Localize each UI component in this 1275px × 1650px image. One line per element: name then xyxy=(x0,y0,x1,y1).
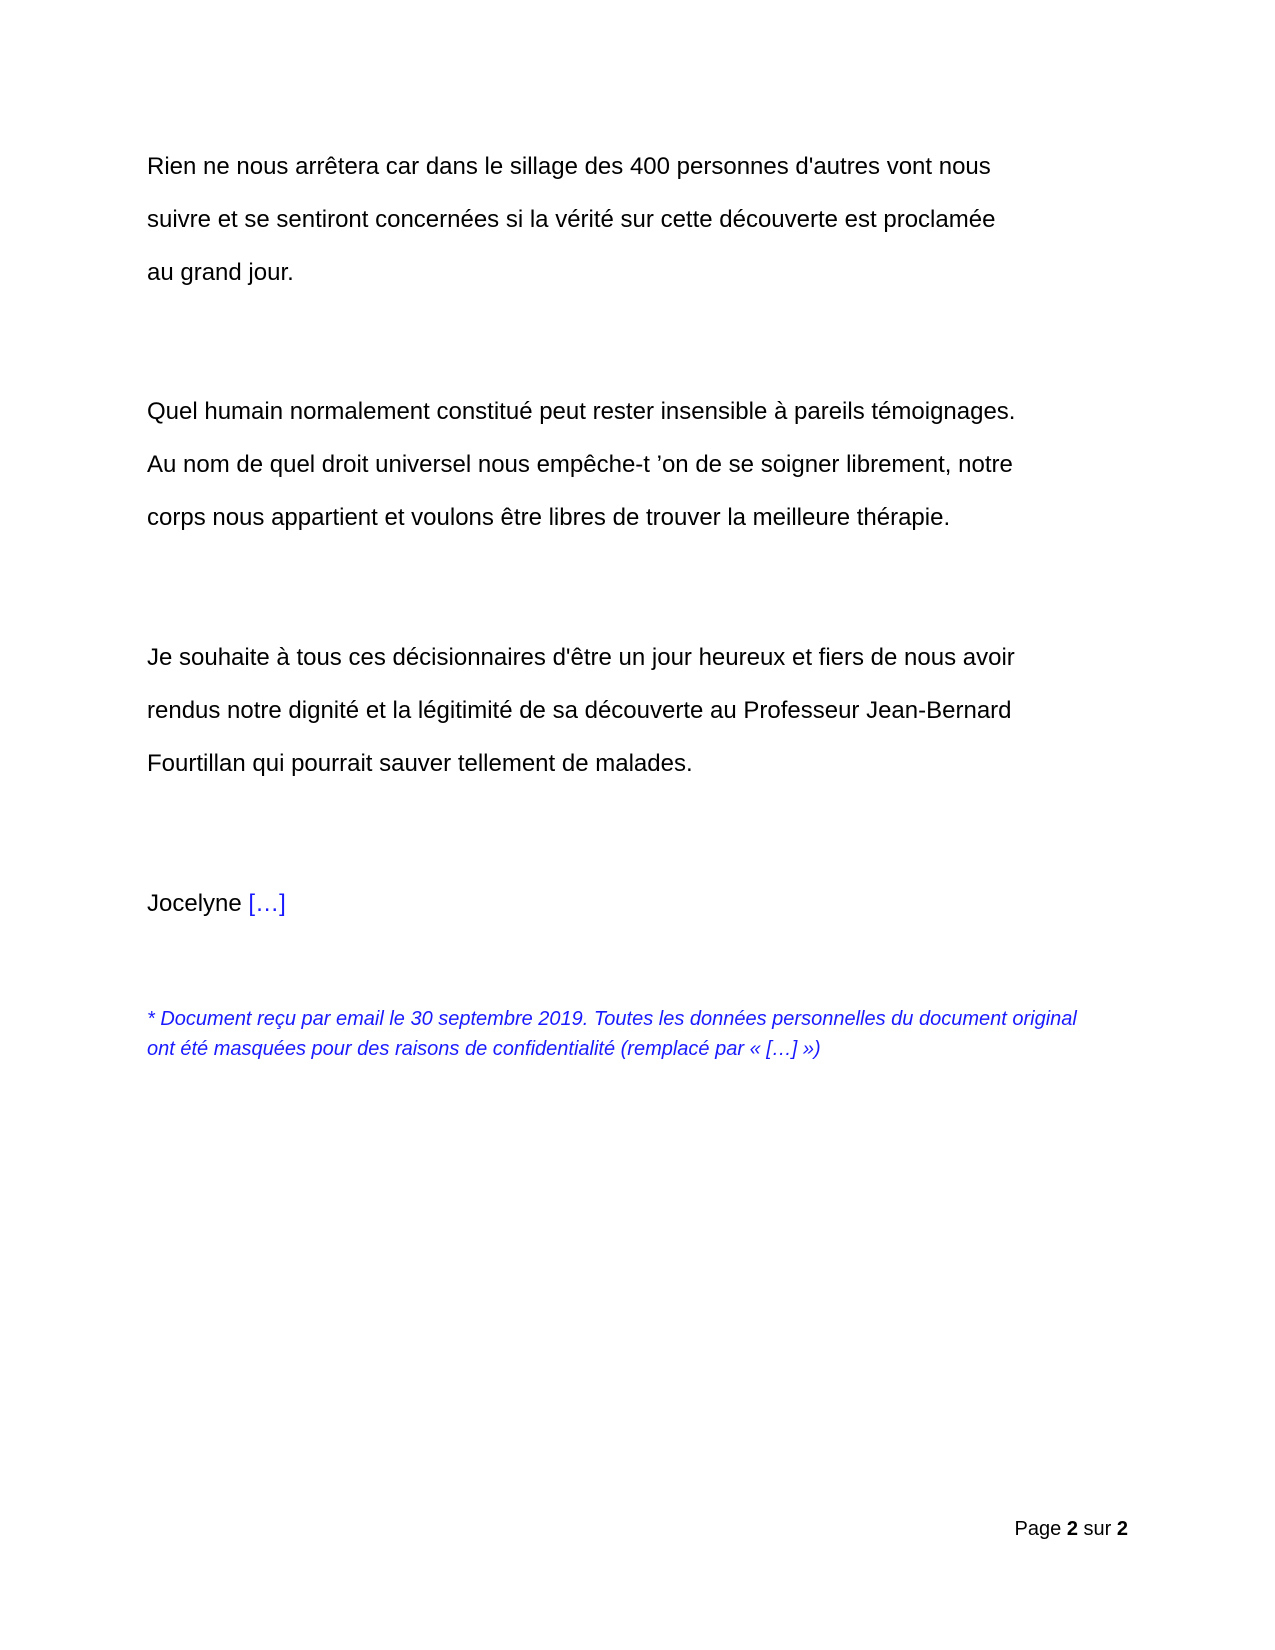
page-separator: sur xyxy=(1083,1518,1112,1540)
paragraph-line: rendus notre dignité et la légitimité de sa découverte au Professeur Jean-Bernard xyxy=(147,697,1012,724)
paragraph-line: Au nom de quel droit universel nous empêche-t ’on de se soigner librement, notre xyxy=(147,451,1013,478)
signature xyxy=(147,877,1147,930)
note-line: * Document reçu par email le 30 septembre 2019. Toutes les données personnelles du document original xyxy=(147,1008,1077,1030)
redacted-marker: […] xyxy=(248,890,286,917)
paragraph-line: suivre et se sentiront concernées si la vérité sur cette découverte est proclamée xyxy=(147,206,996,233)
paragraph-2 xyxy=(147,385,1147,544)
paragraph-line: Rien ne nous arrêtera car dans le sillage des 400 personnes d'autres vont nous xyxy=(147,153,991,180)
paragraph-line: Je souhaite à tous ces décisionnaires d'être un jour heureux et fiers de nous avoir xyxy=(147,644,1015,671)
paragraph-line: Fourtillan qui pourrait sauver tellement de malades. xyxy=(147,750,693,777)
current-page-number: 2 xyxy=(1066,1518,1078,1540)
paragraph-line: corps nous appartient et voulons être libres de trouver la meilleure thérapie. xyxy=(147,504,951,531)
page-footer xyxy=(1015,1518,1128,1541)
paragraph-3 xyxy=(147,631,1147,790)
paragraph-line: au grand jour. xyxy=(147,259,294,286)
page-label: Page xyxy=(1014,1518,1062,1540)
paragraph-line: Quel humain normalement constitué peut rester insensible à pareils témoignages. xyxy=(147,398,1016,425)
signature-name: Jocelyne xyxy=(147,890,242,917)
confidentiality-note xyxy=(147,1004,1147,1064)
note-line: ont été masquées pour des raisons de confidentialité (remplacé par « […] ») xyxy=(147,1038,821,1060)
paragraph-1 xyxy=(147,140,1147,299)
total-pages-number: 2 xyxy=(1116,1518,1128,1540)
